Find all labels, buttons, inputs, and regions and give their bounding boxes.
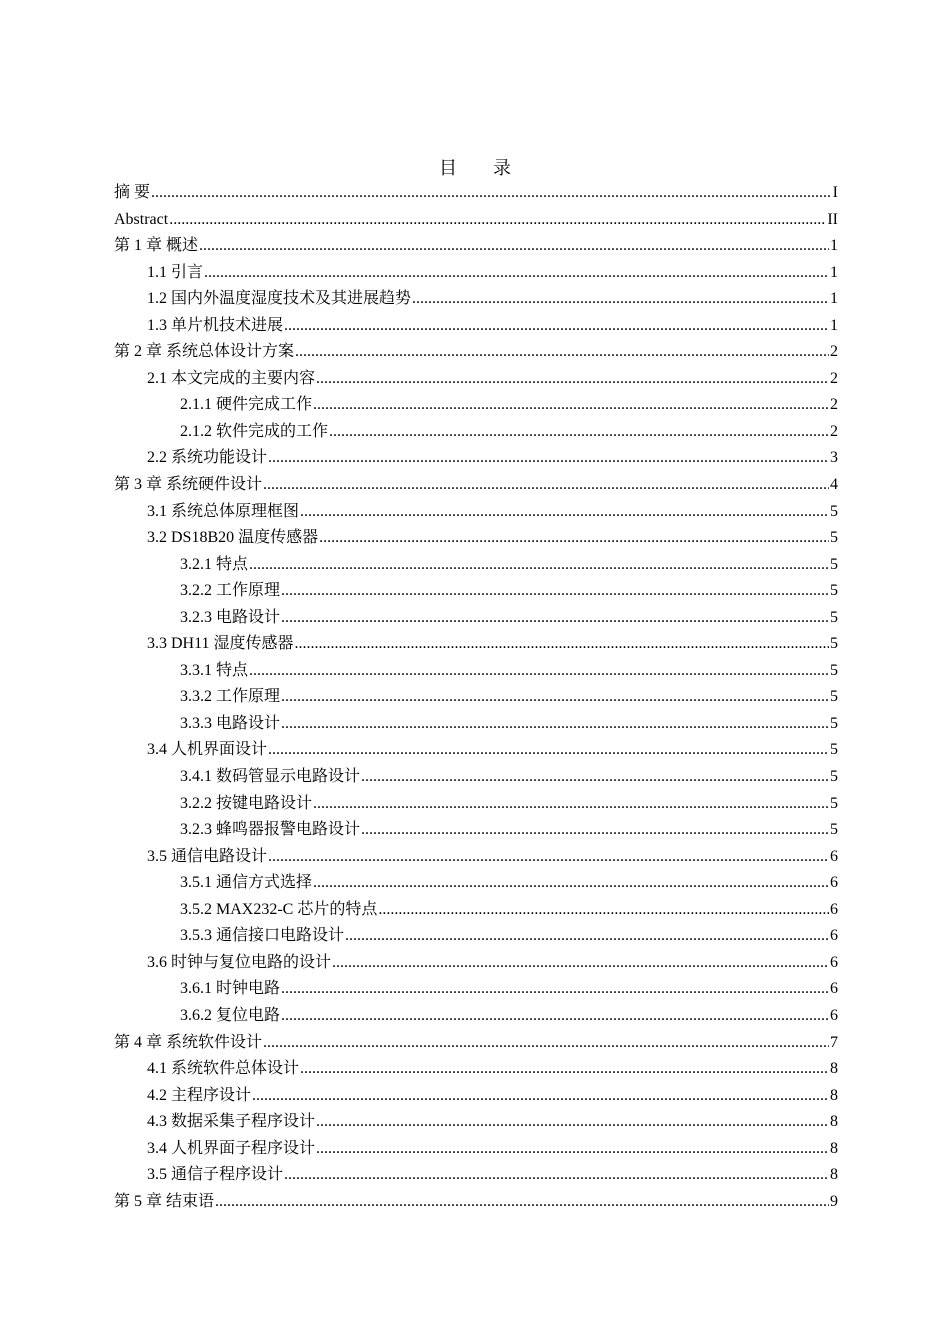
toc-entry[interactable] [114, 260, 838, 287]
toc-entry[interactable] [114, 180, 838, 207]
toc-entry-label: 3.3.1 特点 [180, 661, 249, 679]
toc-dot-leader [361, 817, 829, 844]
toc-entry-label: 3.2.3 电路设计 [180, 608, 281, 626]
toc-dot-leader [281, 1003, 829, 1030]
toc-dot-leader [268, 844, 829, 871]
toc-entry[interactable] [114, 313, 838, 340]
toc-entry-page: 5 [830, 661, 838, 679]
toc-entry-label: 3.1 系统总体原理框图 [147, 502, 300, 520]
toc-entry-page: 8 [830, 1139, 838, 1157]
toc-entry-label: 摘 要 [114, 184, 151, 201]
toc-entry[interactable] [114, 339, 838, 366]
toc-entry-page: 5 [830, 502, 838, 520]
toc-entry[interactable] [114, 711, 838, 738]
toc-entry-page: 6 [830, 874, 838, 892]
toc-dot-leader [378, 897, 829, 924]
toc-entry-label: 2.2 系统功能设计 [147, 449, 268, 467]
toc-entry-label: 3.2 DS18B20 温度传感器 [147, 529, 319, 547]
toc-entry[interactable] [114, 1030, 838, 1057]
toc-entry[interactable] [114, 472, 838, 499]
toc-entry-label: 3.5 通信电路设计 [147, 847, 268, 865]
toc-dot-leader [151, 180, 832, 207]
toc-entry-label: 3.6 时钟与复位电路的设计 [147, 953, 332, 971]
toc-dot-leader [332, 950, 829, 977]
toc-entry-label: 3.2.2 按键电路设计 [180, 794, 313, 812]
toc-entry-label: 第 2 章 系统总体设计方案 [114, 343, 295, 361]
toc-entry-page: 6 [830, 953, 838, 971]
toc-entry-label: 第 3 章 系统硬件设计 [114, 476, 263, 494]
toc-dot-leader [249, 658, 829, 685]
toc-entry-page: 8 [830, 1113, 838, 1131]
toc-dot-leader [281, 711, 829, 738]
toc-dot-leader [300, 499, 829, 526]
toc-entry-page: 2 [830, 422, 838, 440]
toc-entry[interactable] [114, 870, 838, 897]
toc-entry[interactable] [114, 1162, 838, 1189]
toc-dot-leader [249, 552, 829, 579]
toc-entry[interactable] [114, 552, 838, 579]
toc-entry-label: 3.4 人机界面子程序设计 [147, 1139, 316, 1157]
toc-dot-leader [412, 286, 829, 313]
toc-dot-leader [215, 1189, 829, 1216]
toc-entry-label: 3.5.2 MAX232-C 芯片的特点 [180, 900, 378, 918]
toc-entry-label: 3.2.1 特点 [180, 555, 249, 573]
toc-entry[interactable] [114, 1003, 838, 1030]
toc-dot-leader [295, 339, 829, 366]
toc-entry-page: 6 [830, 1006, 838, 1024]
toc-entry[interactable] [114, 233, 838, 260]
toc-entry-label: 4.2 主程序设计 [147, 1086, 252, 1104]
toc-entry-page: 9 [830, 1192, 838, 1210]
toc-entry-label: 第 5 章 结束语 [114, 1192, 215, 1210]
toc-entry[interactable] [114, 658, 838, 685]
toc-dot-leader [316, 1136, 829, 1163]
toc-entry-page: 5 [830, 582, 838, 600]
toc-dot-leader [313, 392, 829, 419]
toc-entry-page: 6 [830, 900, 838, 918]
toc-entry-page: 5 [830, 529, 838, 547]
toc-entry[interactable] [114, 631, 838, 658]
toc-dot-leader [284, 313, 829, 340]
toc-entry[interactable] [114, 392, 838, 419]
toc-entry[interactable] [114, 950, 838, 977]
toc-dot-leader [329, 419, 829, 446]
toc-entry-label: 2.1 本文完成的主要内容 [147, 369, 316, 387]
toc-entry[interactable] [114, 844, 838, 871]
toc-entry-page: 6 [830, 980, 838, 998]
toc-entry[interactable] [114, 791, 838, 818]
toc-entry-page: 5 [830, 608, 838, 626]
toc-entry-label: 1.3 单片机技术进展 [147, 316, 284, 334]
toc-entry-label: 第 4 章 系统软件设计 [114, 1033, 263, 1051]
toc-dot-leader [281, 684, 829, 711]
toc-dot-leader [319, 525, 829, 552]
toc-entry-label: 3.3.2 工作原理 [180, 688, 281, 706]
toc-entry-label: 第 1 章 概述 [114, 237, 199, 255]
toc-entry-page: 4 [830, 476, 838, 494]
toc-entry-label: Abstract [114, 210, 169, 228]
toc-entry-page: 7 [830, 1033, 838, 1051]
toc-entry[interactable] [114, 445, 838, 472]
toc-entry[interactable] [114, 207, 838, 234]
toc-entry[interactable] [114, 1189, 838, 1216]
toc-entry-page: 5 [830, 794, 838, 812]
toc-dot-leader [313, 791, 829, 818]
toc-entry-label: 1.2 国内外温度湿度技术及其进展趋势 [147, 290, 412, 308]
toc-entry[interactable] [114, 684, 838, 711]
toc-entry[interactable] [114, 897, 838, 924]
toc-entry-page: 5 [830, 688, 838, 706]
toc-entry-label: 3.2.3 蜂鸣器报警电路设计 [180, 821, 361, 839]
toc-entry-page: 5 [830, 714, 838, 732]
toc-entry-label: 1.1 引言 [147, 263, 204, 281]
toc-entry[interactable] [114, 499, 838, 526]
toc-entry-label: 3.3 DH11 湿度传感器 [147, 635, 294, 653]
toc-entry-page: 1 [830, 263, 838, 281]
toc-list [114, 180, 838, 1215]
toc-entry-page: 2 [830, 396, 838, 414]
toc-dot-leader [281, 976, 829, 1003]
toc-entry[interactable] [114, 976, 838, 1003]
toc-entry[interactable] [114, 817, 838, 844]
toc-entry[interactable] [114, 525, 838, 552]
toc-dot-leader [281, 605, 829, 632]
toc-entry-label: 3.5 通信子程序设计 [147, 1166, 284, 1184]
toc-entry-page: II [827, 210, 838, 228]
toc-entry-label: 3.6.2 复位电路 [180, 1006, 281, 1024]
toc-entry-page: 8 [830, 1086, 838, 1104]
toc-entry-label: 3.4.1 数码管显示电路设计 [180, 768, 361, 786]
toc-entry[interactable] [114, 578, 838, 605]
toc-dot-leader [361, 764, 829, 791]
toc-entry-page: 1 [830, 316, 838, 334]
toc-entry[interactable] [114, 764, 838, 791]
toc-entry-page: 5 [830, 741, 838, 759]
toc-entry-page: I [832, 184, 838, 201]
toc-entry-label: 3.6.1 时钟电路 [180, 980, 281, 998]
toc-dot-leader [284, 1162, 829, 1189]
toc-dot-leader [295, 631, 829, 658]
toc-entry-label: 3.5.3 通信接口电路设计 [180, 927, 345, 945]
toc-entry-page: 6 [830, 927, 838, 945]
toc-entry-label: 3.3.3 电路设计 [180, 714, 281, 732]
toc-entry-page: 5 [830, 555, 838, 573]
toc-dot-leader [204, 260, 829, 287]
toc-entry-page: 2 [830, 343, 838, 361]
toc-entry-page: 5 [830, 768, 838, 786]
toc-entry-label: 3.4 人机界面设计 [147, 741, 268, 759]
toc-dot-leader [268, 445, 829, 472]
toc-entry[interactable] [114, 1136, 838, 1163]
toc-entry-page: 8 [830, 1166, 838, 1184]
toc-entry[interactable] [114, 286, 838, 313]
toc-entry-page: 5 [830, 821, 838, 839]
toc-dot-leader [169, 207, 826, 234]
toc-entry-label: 2.1.2 软件完成的工作 [180, 422, 329, 440]
toc-entry-page: 8 [830, 1060, 838, 1078]
toc-entry-page: 6 [830, 847, 838, 865]
toc-entry-label: 2.1.1 硬件完成工作 [180, 396, 313, 414]
toc-entry-page: 1 [830, 290, 838, 308]
toc-dot-leader [252, 1083, 829, 1110]
toc-entry[interactable] [114, 1109, 838, 1136]
toc-entry-label: 4.1 系统软件总体设计 [147, 1060, 300, 1078]
toc-dot-leader [263, 472, 829, 499]
toc-entry-page: 3 [830, 449, 838, 467]
toc-dot-leader [268, 737, 829, 764]
toc-entry-label: 3.5.1 通信方式选择 [180, 874, 313, 892]
toc-title: 目录 [439, 158, 547, 178]
toc-entry[interactable] [114, 366, 838, 393]
toc-entry[interactable] [114, 737, 838, 764]
toc-dot-leader [345, 923, 829, 950]
toc-entry[interactable] [114, 1056, 838, 1083]
toc-entry-page: 5 [830, 635, 838, 653]
toc-entry[interactable] [114, 1083, 838, 1110]
toc-entry-page: 2 [830, 369, 838, 387]
toc-dot-leader [316, 366, 829, 393]
toc-dot-leader [281, 578, 829, 605]
toc-dot-leader [199, 233, 829, 260]
toc-entry-page: 1 [830, 237, 838, 255]
toc-dot-leader [263, 1030, 829, 1057]
toc-entry[interactable] [114, 419, 838, 446]
toc-dot-leader [316, 1109, 829, 1136]
toc-entry-label: 4.3 数据采集子程序设计 [147, 1113, 316, 1131]
toc-entry[interactable] [114, 605, 838, 632]
toc-entry[interactable] [114, 923, 838, 950]
toc-entry-label: 3.2.2 工作原理 [180, 582, 281, 600]
toc-dot-leader [300, 1056, 829, 1083]
toc-dot-leader [313, 870, 829, 897]
